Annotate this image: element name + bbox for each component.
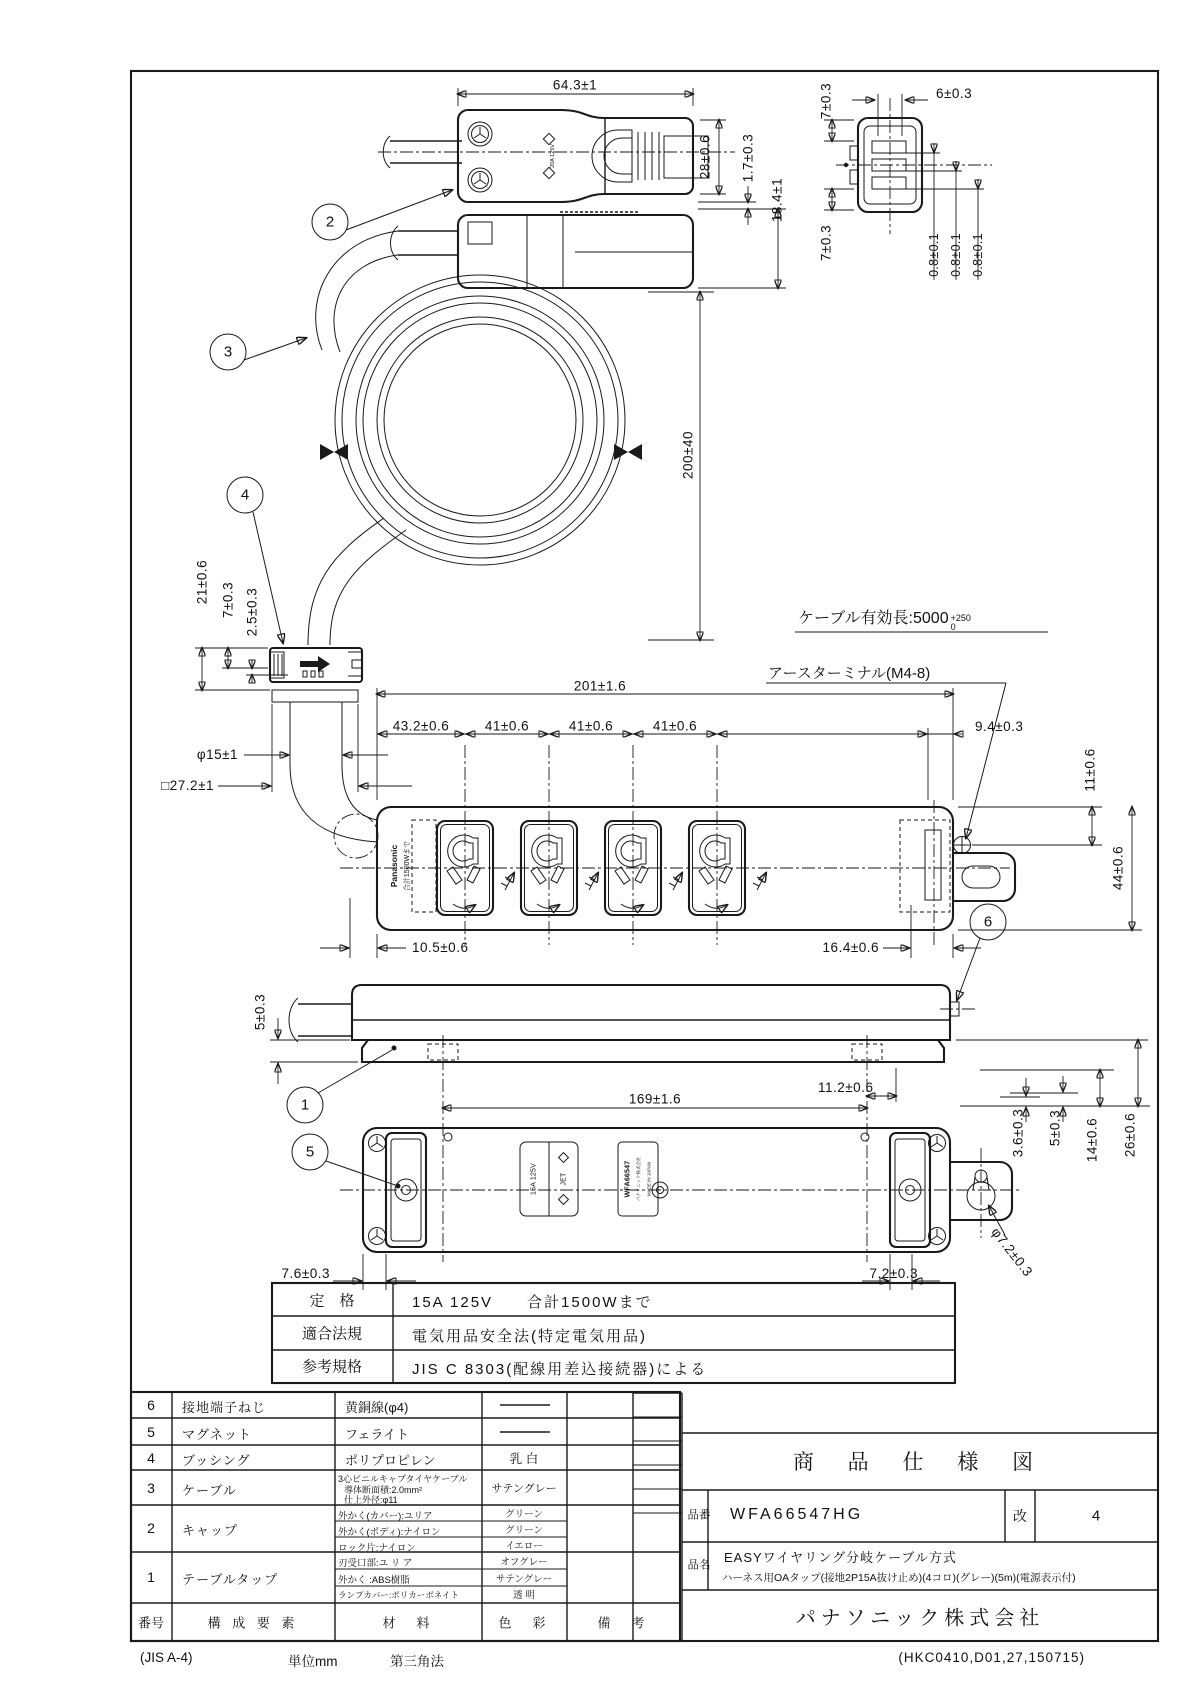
part-material: フェライト <box>345 1427 409 1442</box>
part-number: WFA66547HG <box>730 1506 864 1523</box>
part-no: 5 <box>147 1424 155 1440</box>
company-name: パナソニック株式会社 <box>795 1607 1045 1630</box>
product-name-line1: EASYワイヤリング分岐ケーブル方式 <box>724 1550 957 1565</box>
part-material-line: 仕上外径:φ11 <box>344 1495 398 1505</box>
part-color-sub: イエロー <box>505 1541 543 1552</box>
model-mark: WFA66547 <box>624 1160 632 1198</box>
part-color-sub: 透 明 <box>513 1590 535 1601</box>
dim-side-h: 5±0.3 <box>252 993 268 1031</box>
dim-term-off: 11±0.6 <box>1082 748 1098 792</box>
earth-terminal-note: アースターミナル(M4-8) <box>768 665 931 682</box>
balloon-4: 4 <box>240 486 250 504</box>
dim-flange-sq: □27.2±1 <box>161 778 214 793</box>
dim-cap-width: 64.3±1 <box>552 77 598 93</box>
part-material-sub: 刃受口部:ユ リ ア <box>338 1558 413 1569</box>
part-material-sub: 外かく(カバー):ユリア <box>338 1511 433 1522</box>
dim-cap-height: 28±0.6 <box>697 134 713 180</box>
rating-label-mark: 15A 125V <box>530 1163 538 1195</box>
footer-unit: 単位mm <box>288 1654 338 1669</box>
dim-hole-pitch: 169±1.6 <box>628 1091 682 1107</box>
part-material: ポリプロピレン <box>345 1453 436 1468</box>
dim-end-t2: 0.8±0.1 <box>949 233 963 277</box>
part-color-sub: サテングレー <box>495 1574 553 1585</box>
dim-pitch-first: 43.2±0.6 <box>392 718 450 734</box>
dim-bush-upper: 7±0.3 <box>220 581 236 619</box>
dim-cap-body-h: 18.4±1 <box>769 177 785 223</box>
part-material-sub: 外かく(ボディ):ナイロン <box>338 1527 441 1538</box>
part-material-sub: ランプカバー:ポリカーボネイト <box>338 1590 460 1600</box>
part-color: 乳 白 <box>509 1452 539 1466</box>
part-color: サテングレー <box>491 1483 557 1495</box>
cable-length-tol-plus: +250 <box>950 613 971 623</box>
balloon-1: 1 <box>300 1096 310 1114</box>
dim-body-w: 44±0.6 <box>1110 845 1126 891</box>
dim-hole-off: 11.2±0.6 <box>818 1080 874 1095</box>
revision-label: 改 <box>1013 1508 1027 1524</box>
dim-end-off: 9.4±0.3 <box>975 719 1024 734</box>
dim-tab3: 14±0.6 <box>1084 1117 1100 1163</box>
part-material-line: 導体断面積:2.0mm² <box>344 1485 423 1495</box>
revision-number: 4 <box>1091 1507 1101 1525</box>
part-no-label: 品番 <box>687 1509 711 1522</box>
company-small-mark: パナソニック株式会社 <box>636 1156 641 1202</box>
part-no: 4 <box>147 1450 155 1466</box>
dim-left-off: 10.5±0.6 <box>412 940 469 955</box>
dim-pitch1: 41±0.6 <box>484 718 530 734</box>
part-component: ケーブル <box>182 1483 237 1498</box>
part-material-line: 3心ビニルキャブタイヤケーブル <box>338 1474 468 1484</box>
part-material: 黄銅線(φ4) <box>345 1400 409 1415</box>
footer-format: (JIS A-4) <box>140 1650 193 1665</box>
rating-row-label: 適合法規 <box>301 1325 363 1343</box>
dim-end-top: 7±0.3 <box>818 82 834 120</box>
cable-length-text: ケーブル有効長:5000 <box>798 610 949 627</box>
dim-mag-right: 7.2±0.3 <box>869 1266 918 1281</box>
rating-row-label: 定 格 <box>309 1292 355 1310</box>
parts-header-no: 番号 <box>137 1615 165 1631</box>
part-component: マグネット <box>182 1427 252 1442</box>
rating-row-value: 15A 125V 合計1500Wまで <box>412 1294 653 1311</box>
dim-end-t1: 0.8±0.1 <box>927 233 941 277</box>
parts-header-component: 構 成 要 素 <box>207 1615 299 1631</box>
part-no: 3 <box>147 1480 155 1496</box>
part-no: 2 <box>147 1520 155 1536</box>
jet-mark: JET <box>560 1172 568 1186</box>
footer-doc-code: (HKC0410,D01,27,150715) <box>898 1650 1085 1665</box>
dim-body-len: 201±1.6 <box>573 678 627 694</box>
dim-tab4: 26±0.6 <box>1122 1112 1138 1158</box>
dim-end-slot: 6±0.3 <box>936 86 973 101</box>
cable-length-tol-minus: 0 <box>950 622 956 632</box>
part-component: ブッシング <box>182 1453 251 1468</box>
footer-projection: 第三角法 <box>390 1654 444 1669</box>
dim-mag-left: 7.6±0.3 <box>281 1266 330 1281</box>
total-watt-mark: 合計1500Wまで <box>404 840 411 892</box>
dim-tab-hole: φ7.2±0.3 <box>988 1224 1036 1280</box>
balloon-3: 3 <box>223 343 233 361</box>
dim-bush-mid: 2.5±0.3 <box>244 587 260 637</box>
rating-row-value: 電気用品安全法(特定電気用品) <box>412 1328 647 1345</box>
drawing-title: 商 品 仕 様 図 <box>792 1451 1048 1474</box>
rating-row-value: JIS C 8303(配線用差込接続器)による <box>412 1361 708 1378</box>
dim-bush-len: 21±0.6 <box>194 559 210 605</box>
dim-tab2: 5±0.3 <box>1047 1109 1063 1147</box>
part-color-sub: グリーン <box>505 1509 543 1520</box>
balloon-2: 2 <box>325 213 335 231</box>
cap-rating-mark: 20A 125V <box>550 144 556 168</box>
part-color-sub: オフグレー <box>500 1557 548 1568</box>
dim-pitch3: 41±0.6 <box>652 718 698 734</box>
rating-row-label: 参考規格 <box>301 1358 363 1376</box>
brand-mark: Panasonic <box>389 844 399 888</box>
part-color-sub: グリーン <box>505 1525 543 1536</box>
balloon-6: 6 <box>983 913 993 931</box>
product-name-label: 品名 <box>687 1559 711 1572</box>
parts-header-remarks: 備 考 <box>597 1615 649 1631</box>
dim-tab1: 3.6±0.3 <box>1010 1108 1026 1158</box>
dim-pitch2: 41±0.6 <box>568 718 614 734</box>
part-material-sub: ロック片:ナイロン <box>338 1543 416 1554</box>
dim-coil: 200±40 <box>680 431 696 479</box>
parts-header-material: 材 料 <box>382 1615 434 1631</box>
part-no: 1 <box>147 1569 155 1585</box>
product-name-line2: ハーネス用OAタップ(接地2P15A抜け止め)(4コロ)(グレー)(5m)(電源表示付) <box>722 1572 1076 1584</box>
part-no: 6 <box>147 1397 155 1413</box>
dim-cap-gap: 1.7±0.3 <box>740 133 756 183</box>
made-in-japan-mark: MADE IN JAPAN <box>646 1161 652 1197</box>
balloon-5: 5 <box>305 1143 315 1161</box>
part-component: キャップ <box>182 1523 239 1538</box>
dim-right-off: 16.4±0.6 <box>822 940 879 955</box>
dim-end-t3: 0.8±0.1 <box>971 233 985 277</box>
part-component: 接地端子ねじ <box>182 1400 267 1415</box>
cable-length-note <box>798 605 971 632</box>
dim-tube-dia: φ15±1 <box>196 747 238 762</box>
part-component: テーブルタップ <box>182 1572 279 1587</box>
parts-header-color: 色 彩 <box>498 1615 550 1631</box>
part-material-sub: 外かく :ABS樹脂 <box>338 1575 410 1586</box>
dim-end-bottom: 7±0.3 <box>818 224 834 262</box>
